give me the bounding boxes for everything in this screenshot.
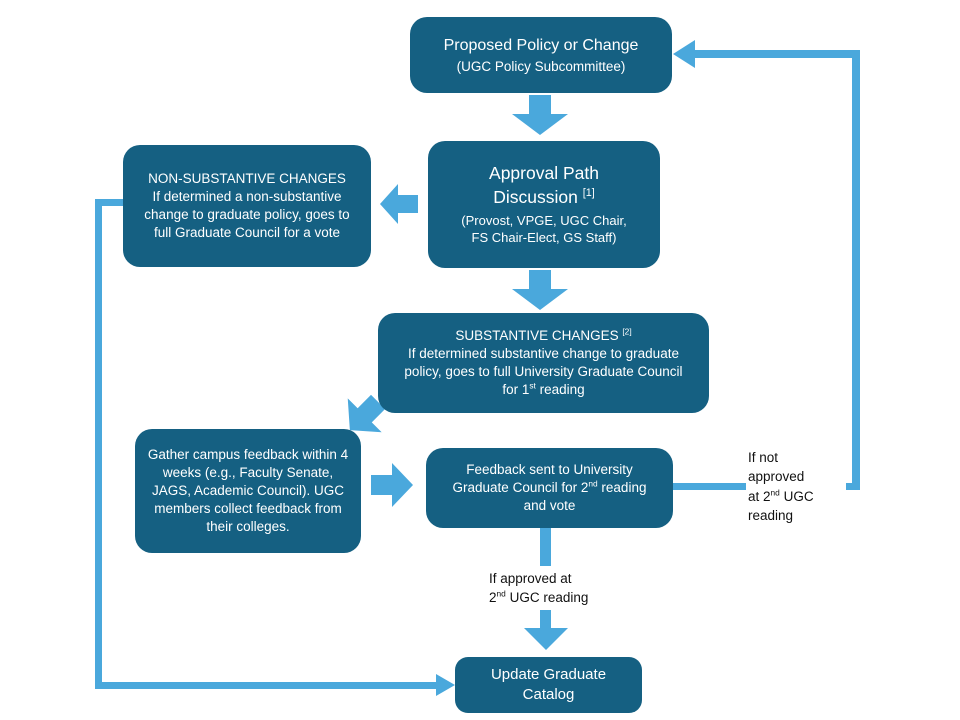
label-if-not-approved: If not approved at 2nd UGC reading — [746, 447, 846, 527]
node-update-graduate-catalog — [455, 657, 642, 713]
node-approval-path-discussion — [428, 141, 660, 268]
connector-top-horizontal — [694, 50, 860, 58]
node-body: Gather campus feedback within 4 weeks (e.g., Faculty Senate, JAGS, Academic Council). UGC members collect feedback from their colleges. — [147, 447, 349, 534]
node-body: If determined a non-substantive change to graduate policy, goes to full Graduate Council for a vote — [144, 189, 350, 240]
block-arrow-down-approval-to-substantive-icon — [512, 270, 568, 310]
node-title: Update Graduate Catalog — [490, 666, 607, 703]
node-heading: SUBSTANTIVE CHANGES [2] — [455, 326, 632, 344]
arrowhead-into-proposed-policy-icon — [673, 40, 695, 68]
node-body: Feedback sent to University Graduate Council for 2nd reading and vote — [452, 462, 647, 513]
node-body: If determined substantive change to graduate policy, goes to full University Graduate Council for 1st reading — [404, 346, 683, 397]
connector-left-vertical — [95, 199, 102, 689]
block-arrow-down-approved-to-update-icon — [524, 610, 568, 650]
node-substantive-changes — [378, 313, 709, 413]
connector-bottom-horizontal — [95, 682, 437, 689]
node-heading: NON-SUBSTANTIVE CHANGES — [148, 171, 346, 187]
node-non-substantive-changes — [123, 145, 371, 267]
label-if-approved: If approved at 2nd UGC reading — [489, 569, 619, 608]
node-gather-campus-feedback — [135, 429, 361, 553]
connector-right-vertical — [852, 50, 860, 490]
node-feedback-sent-to-ugc — [426, 448, 673, 528]
block-arrow-down-proposed-to-approval-icon — [512, 95, 568, 135]
node-subtitle: (UGC Policy Subcommittee) — [456, 58, 626, 74]
node-title: Proposed Policy or Change — [443, 36, 639, 54]
block-arrow-left-approval-to-nonsubstantive-icon — [380, 184, 418, 224]
node-subtitle: (Provost, VPGE, UGC Chair, FS Chair-Elect, GS Staff) — [461, 212, 627, 245]
node-title: Approval Path Discussion [1] — [489, 163, 599, 208]
connector-feedback-down-stem — [540, 528, 551, 566]
block-arrow-right-gather-to-feedback-icon — [371, 463, 413, 507]
arrowhead-into-update-catalog-icon — [436, 674, 455, 696]
node-proposed-policy — [410, 17, 672, 93]
